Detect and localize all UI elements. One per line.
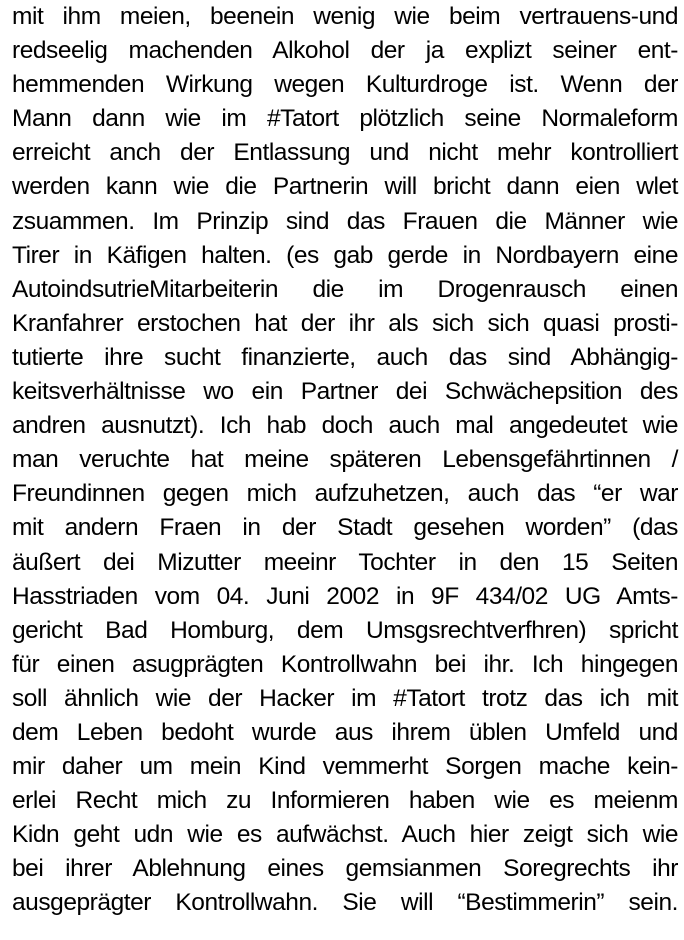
text-line: bei ihrer Ablehnung eines gemsianmen Soregrechts ihr <box>12 855 678 883</box>
text-line: Hasstriaden vom 04. Juni 2002 in 9F 434/02 UG Amts- <box>12 582 678 610</box>
text-line: mit andern Fraen in der Stadt gesehen worden” (das <box>12 514 678 542</box>
text-line: erlei Recht mich zu Informieren haben wie es meienm <box>12 787 678 815</box>
text-line: für einen asugprägten Kontrollwahn bei ihr. Ich hingegen <box>12 650 678 678</box>
text-line: andren ausnutzt). Ich hab doch auch mal angedeutet wie <box>12 412 678 440</box>
text-line: mit ihm meien, beenein wenig wie beim vertrauens-und <box>12 3 678 30</box>
text-line: man veruchte hat meine späteren Lebensgefährtinnen / <box>12 446 678 474</box>
text-line: äußert dei Mizutter meeinr Tochter in den 15 Seiten <box>12 548 678 576</box>
text-line: soll ähnlich wie der Hacker im #Tatort trotz das ich mit <box>12 684 678 712</box>
document-page <box>12 0 678 940</box>
text-line: keitsverhältnisse wo ein Partner dei Schwächepsition des <box>12 378 678 406</box>
text-line: redseelig machenden Alkohol der ja explizt seiner ent- <box>12 37 678 65</box>
text-line: werden kann wie die Partnerin will bricht dann eien wlet <box>12 173 678 201</box>
text-line: zsuammen. Im Prinzip sind das Frauen die Männer wie <box>12 207 678 235</box>
text-line: hemmenden Wirkung wegen Kulturdroge ist. Wenn der <box>12 71 678 99</box>
text-line: Mann dann wie im #Tatort plötzlich seine Normaleform <box>12 105 678 133</box>
text-line: ausgeprägter Kontrollwahn. Sie will “Bestimmerin” sein. <box>12 889 678 917</box>
text-line: mir daher um mein Kind vemmerht Sorgen mache kein- <box>12 753 678 781</box>
text-line: Tirer in Käfigen halten. (es gab gerde in Nordbayern eine <box>12 241 678 269</box>
text-line: gericht Bad Homburg, dem Umsgsrechtverfhren) spricht <box>12 616 678 644</box>
text-line: Freundinnen gegen mich aufzuhetzen, auch das “er war <box>12 480 678 508</box>
body-text <box>12 0 678 921</box>
text-line: dem Leben bedoht wurde aus ihrem üblen Umfeld und <box>12 718 678 746</box>
text-line: tutierte ihre sucht finanzierte, auch das sind Abhängig- <box>12 343 678 371</box>
text-line: Kidn geht udn wie es aufwächst. Auch hier zeigt sich wie <box>12 821 678 849</box>
text-line: AutoindsutrieMitarbeiterin die im Drogenrausch einen <box>12 275 678 303</box>
text-line: Kranfahrer erstochen hat der ihr als sich sich quasi prosti- <box>12 309 678 337</box>
text-line: erreicht anch der Entlassung und nicht mehr kontrolliert <box>12 139 678 167</box>
